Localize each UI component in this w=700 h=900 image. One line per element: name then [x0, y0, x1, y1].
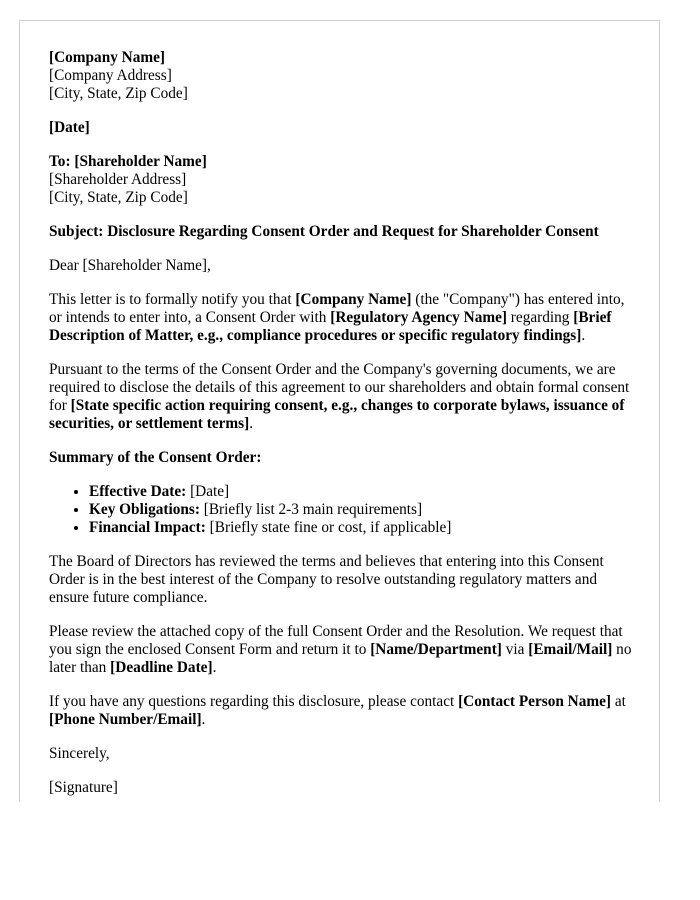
- para4-text-4: .: [212, 659, 217, 676]
- summary-item-financial-impact: [89, 519, 639, 537]
- para5-text-2: at: [611, 693, 626, 710]
- summary-heading: Summary of the Consent Order:: [49, 449, 262, 466]
- closing: Sincerely,: [49, 745, 110, 762]
- subject-line: Subject: Disclosure Regarding Consent Order and Request for Shareholder Consent: [49, 223, 599, 240]
- sender-company-name: [Company Name]: [49, 49, 165, 66]
- para1-agency-name: [Regulatory Agency Name]: [330, 309, 507, 326]
- salutation: Dear [Shareholder Name],: [49, 257, 211, 274]
- summary-item-label: Financial Impact:: [89, 519, 206, 536]
- para2-action-description: [State specific action requiring consent, e.g., changes to corporate bylaws, issuance of securities, or settlement terms]: [49, 397, 625, 432]
- sender-block: [49, 49, 639, 103]
- recipient-block: [49, 153, 639, 207]
- para1-text-1: This letter is to formally notify you that: [49, 291, 296, 308]
- paragraph-notification: [49, 291, 639, 345]
- letter-page: [19, 20, 660, 802]
- summary-item-value: [Briefly state fine or cost, if applicable]: [205, 519, 452, 536]
- para1-text-3: regarding: [506, 309, 574, 326]
- para4-text-2: via: [501, 641, 529, 658]
- signature: [Signature]: [49, 779, 118, 796]
- summary-item-effective-date: [89, 483, 639, 501]
- recipient-to-line: To: [Shareholder Name]: [49, 153, 207, 170]
- para5-contact-info: [Phone Number/Email]: [49, 711, 202, 728]
- para5-text-3: .: [201, 711, 206, 728]
- para1-text-2: (the "Company") has entered into, or intends to enter into, a Consent Order with: [49, 291, 625, 326]
- paragraph-request: [49, 623, 639, 677]
- para1-company-name: [Company Name]: [295, 291, 412, 308]
- para4-department: [Name/Department]: [370, 641, 502, 658]
- paragraph-disclosure: [49, 361, 639, 433]
- summary-item-value: [Briefly list 2-3 main requirements]: [199, 501, 423, 518]
- summary-item-label: Effective Date:: [89, 483, 187, 500]
- para2-text-2: .: [249, 415, 254, 432]
- sender-city-state-zip: [City, State, Zip Code]: [49, 85, 188, 102]
- summary-list: [49, 483, 639, 537]
- summary-item-label: Key Obligations:: [89, 501, 200, 518]
- paragraph-board-review: The Board of Directors has reviewed the terms and believes that entering into this Consent Order is in the best interest of the Company to resolve outstanding regulatory matters and ensure future compliance.: [49, 553, 604, 606]
- recipient-city-state-zip: [City, State, Zip Code]: [49, 189, 188, 206]
- letter-body: [49, 49, 639, 797]
- sender-company-address: [Company Address]: [49, 67, 172, 84]
- para5-text-1: If you have any questions regarding this disclosure, please contact: [49, 693, 459, 710]
- para4-text-1: Please review the attached copy of the full Consent Order and the Resolution. We request that you sign the enclosed Consent Form and return it to: [49, 623, 623, 658]
- para5-contact-person: [Contact Person Name]: [458, 693, 612, 710]
- para4-method: [Email/Mail]: [528, 641, 613, 658]
- para2-text-1: Pursuant to the terms of the Consent Order and the Company's governing documents, we are required to disclose the details of this agreement to our shareholders and obtain formal consent for: [49, 361, 630, 414]
- para4-deadline: [Deadline Date]: [110, 659, 213, 676]
- recipient-address: [Shareholder Address]: [49, 171, 187, 188]
- summary-item-value: [Date]: [186, 483, 230, 500]
- para4-text-3: no later than: [49, 641, 632, 676]
- para1-text-4: .: [581, 327, 586, 344]
- summary-item-key-obligations: [89, 501, 639, 519]
- para1-matter-description: [Brief Description of Matter, e.g., compliance procedures or specific regulatory findings]: [49, 309, 612, 344]
- paragraph-contact: [49, 693, 639, 729]
- date-block: [49, 119, 639, 137]
- letter-date: [Date]: [49, 119, 90, 136]
